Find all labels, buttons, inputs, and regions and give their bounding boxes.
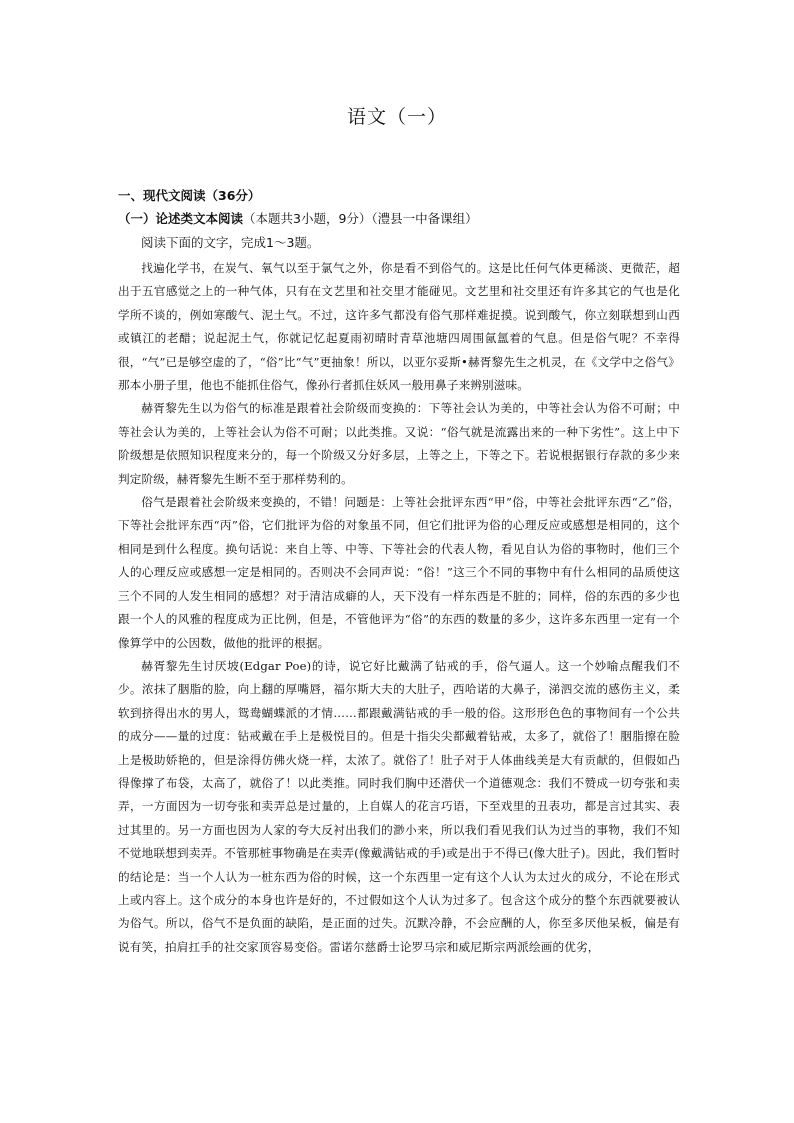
passage-paragraph: 找遍化学书，在炭气、氧气以至于氯气之外，你是看不到俗气的。这是比任何气体更稀淡、更微茫，超出于五官感觉之上的一种气体，只有在文艺里和社交里才能碰见。文艺里和社交里还有许多其它的气也是化学所不谈的，例如寒酸气、泥土气。不过，这许多气都没有俗气那样难捉摸。说到酸气，你立刻联想到山西或镇江的老醋；说起泥土气，你就记忆起夏雨初晴时青草池塘四周围氤氲着的气息。但是俗气呢？不幸得很，“气”已是够空虚的了，“俗”比“气”更抽象！所以，以亚尔妥斯•赫胥黎先生之机灵，在《文学中之俗气》那本小册子里，他也不能抓住俗气，像孙行者抓住妖风一般用鼻子来辨别滋味。 (118, 261, 680, 393)
passage-paragraph: 赫胥黎先生以为俗气的标准是跟着社会阶级而变换的：下等社会认为美的，中等社会认为俗不可耐；中等社会认为美的，上等社会认为俗不可耐；以此类推。又说：“俗气就是流露出来的一种下劣性”。这上中下阶级想是依照知识程度来分的，每一个阶级又分好多层，上等之上，下等之下。若说根据银行存款的多少来判定阶级，赫胥黎先生断不至于那样势利的。 (118, 401, 680, 486)
subsection-title: （一）论述类文本阅读 (118, 211, 244, 226)
page-title: 语文（一） (346, 106, 447, 128)
section-heading: 一、现代文阅读（36分） (118, 188, 261, 203)
subsection-note: （本题共3小题，9分）（澧县一中备课组） (243, 211, 478, 226)
subsection-heading (118, 209, 478, 227)
passage-body (118, 257, 680, 959)
passage-paragraph: 赫胥黎先生讨厌坡(Edgar Poe)的诗，说它好比戴满了钻戒的手，俗气逼人。这一个妙喻点醒我们不少。浓抹了胭脂的脸，向上翻的厚嘴唇，福尔斯大夫的大肚子，西哈诺的大鼻子，涕泗交流的感伤主义，柔软到挤得出水的男人，鸳鸯蝴蝶派的才情……都跟戴满钻戒的手一般的俗。这形形色色的事物间有一个公共的成分——量的过度：钻戒戴在手上是极悦目的。但是十指尖尖都戴着钻戒，太多了，就俗了！胭脂擦在脸上是极助娇艳的，但是涂得仿佛火烧一样，太浓了。就俗了！肚子对于人体曲线美是大有贡献的，但假如凸得像撑了布袋，太高了，就俗了！以此类推。同时我们胸中还潜伏一个道德观念：我们不赞成一切夸张和卖弄，一方面因为一切夸张和卖弄总是过量的，上自媒人的花言巧语，下至戏里的丑表功，都是言过其实、表过其里的。另一方面也因为人家的夸大反衬出我们的渺小来，所以我们看见我们认为过当的事物，我们不知不觉地联想到卖弄。不管那桩事物确是在卖弄(像戴满钻戒的手)或是出于不得已(像大肚子)。因此，我们暂时的结论是：当一个人认为一桩东西为俗的时候，这一个东西里一定有这个人认为太过火的成分，不论在形式上或内容上。这个成分的本身也许是好的，不过假如这个人认为过多了。包含这个成分的整个东西就要被认为俗气。所以，俗气不是负面的缺陷，是正面的过失。沉默冷静，不会应酬的人，你至多厌他呆板，偏是有说有笑，拍肩扛手的社交家顶容易变俗。雷诺尔慈爵士论罗马宗和威尼斯宗两派绘画的优劣， (118, 658, 680, 954)
reading-instruction: 阅读下面的文字，完成1～3题。 (141, 235, 320, 250)
passage-paragraph: 俗气是跟着社会阶级来变换的，不错！问题是：上等社会批评东西“甲”俗，中等社会批评东西“乙”俗，下等社会批评东西“丙”俗，它们批评为俗的对象虽不同，但它们批评为俗的心理反应或感想是相同的，这个相同是到什么程度。换句话说：来自上等、中等、下等社会的代表人物，看见自认为俗的事物时，他们三个人的心理反应或感想一定是相同的。否则决不会同声说：“俗！”这三个不同的事物中有什么相同的品质使这三个不同的人发生相同的感想？对于清洁成癖的人，天下没有一样东西是不脏的；同样，俗的东西的多少也跟一个人的风雅的程度成为正比例，但是，不管他评为“俗”的东西的数量的多少，这许多东西里一定有一个像算学中的公因数，做他的批评的根据。 (118, 495, 680, 650)
